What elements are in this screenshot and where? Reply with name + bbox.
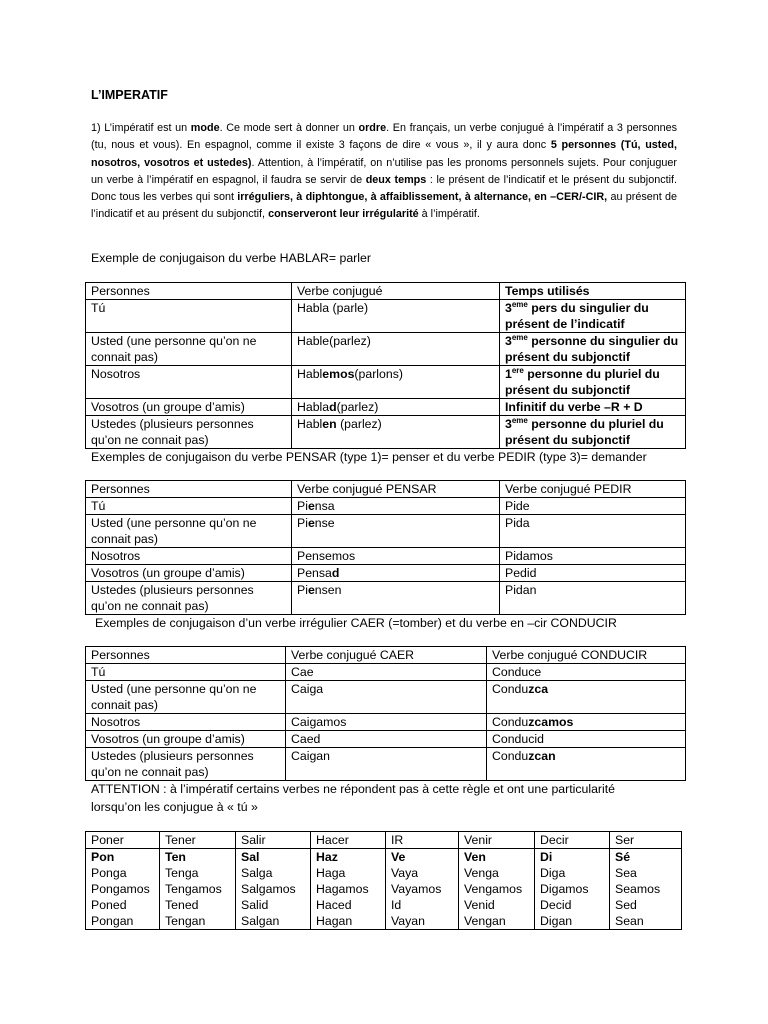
caer-cell: Caigamos: [286, 714, 487, 731]
table-header-row: [86, 647, 686, 664]
tense-cell: 1ere personne du pluriel du présent du subjonctif: [500, 366, 686, 399]
pedir-cell: Pida: [500, 515, 686, 548]
page-title: L’IMPERATIF: [91, 88, 168, 102]
table-row: [86, 748, 686, 781]
header-cell: Hacer: [311, 832, 386, 849]
header-cell: Verbe conjugué PEDIR: [500, 481, 686, 498]
person-cell: Tú: [86, 300, 292, 333]
verb-column: Ven Venga Vengamos Venid Vengan: [459, 849, 535, 930]
caer-cell: Cae: [286, 664, 487, 681]
verb-cell: Habla (parle): [292, 300, 500, 333]
verb-cell: Hable(parlez): [292, 333, 500, 366]
tense-cell: 3eme personne du singulier du présent du subjonctif: [500, 333, 686, 366]
table-row: [86, 681, 686, 714]
table-row: [86, 565, 686, 582]
table-row: [86, 582, 686, 615]
header-cell: Personnes: [86, 283, 292, 300]
header-cell: Verbe conjugué PENSAR: [292, 481, 500, 498]
table-body-row: [86, 849, 682, 930]
intro-bold: deux temps: [365, 173, 427, 186]
table-irregular-verbs: [85, 831, 682, 930]
person-cell: Ustedes (plusieurs personnes qu’on ne connait pas): [86, 416, 292, 449]
header-cell: Verbe conjugué CONDUCIR: [487, 647, 686, 664]
table-header-row: [86, 283, 686, 300]
table-row: [86, 399, 686, 416]
verb-column: Ten Tenga Tengamos Tened Tengan: [160, 849, 236, 930]
pensar-cell: Piensa: [292, 498, 500, 515]
header-cell: IR: [386, 832, 459, 849]
header-cell: Tener: [160, 832, 236, 849]
intro-text: . Attention, à l’impératif, on n’utilise pas les pronoms personnels sujets. Pour conjuguer un verbe à l’impératif en espagnol, il faudra se servir de: [91, 156, 677, 186]
conducir-cell: Conduzcan: [487, 748, 686, 781]
header-cell: Poner: [86, 832, 160, 849]
intro-bold: mode: [190, 122, 220, 134]
conducir-cell: Conduzcamos: [487, 714, 686, 731]
verb-cell: Hablad(parlez): [292, 399, 500, 416]
person-cell: Usted (une personne qu’on ne connait pas): [86, 333, 292, 366]
header-cell: Verbe conjugué CAER: [286, 647, 487, 664]
header-cell: Salir: [236, 832, 311, 849]
header-cell: Verbe conjugué: [292, 283, 500, 300]
verb-cell: Hablemos(parlons): [292, 366, 500, 399]
header-cell: Personnes: [86, 481, 292, 498]
intro-paragraph: [91, 120, 677, 224]
header-cell: Personnes: [86, 647, 286, 664]
table-row: [86, 498, 686, 515]
intro-bold: 5 personnes (Tú, usted, nosotros, vosotros et ustedes): [91, 139, 677, 169]
caption-pensar-pedir: Exemples de conjugaison du verbe PENSAR (type 1)= penser et du verbe PEDIR (type 3)= demander: [91, 450, 647, 464]
conducir-cell: Conducid: [487, 731, 686, 748]
intro-text: à l’impératif.: [418, 208, 480, 221]
header-cell: Venir: [459, 832, 535, 849]
intro-text: . En français, un verbe conjugué à l’impératif a 3 personnes (tu, nous et vous). En espagnol, comme il existe 3 façons de dire « vous », il y aura donc: [91, 122, 677, 152]
person-cell: Vosotros (un groupe d’amis): [86, 399, 292, 416]
table-caer-conducir: [85, 646, 686, 781]
pensar-cell: Piense: [292, 515, 500, 548]
conducir-cell: Conduzca: [487, 681, 686, 714]
caption-caer-conducir: Exemples de conjugaison d’un verbe irrégulier CAER (=tomber) et du verbe en –cir CONDUCIR: [95, 616, 617, 630]
conducir-cell: Conduce: [487, 664, 686, 681]
person-cell: Usted (une personne qu’on ne connait pas): [86, 681, 286, 714]
verb-column: Ve Vaya Vayamos Id Vayan: [386, 849, 459, 930]
table-pensar-pedir: [85, 480, 686, 615]
pensar-cell: Pensad: [292, 565, 500, 582]
table-row: [86, 515, 686, 548]
header-cell: Temps utilisés: [500, 283, 686, 300]
table-header-row: [86, 481, 686, 498]
table-hablar: [85, 282, 686, 449]
header-cell: Decir: [535, 832, 610, 849]
intro-text: : le présent de l’indicatif et le présent du subjonctif. Donc tous les verbes qui sont: [91, 173, 678, 204]
pedir-cell: Pide: [500, 498, 686, 515]
caption-hablar: Exemple de conjugaison du verbe HABLAR= parler: [91, 251, 371, 265]
verb-column: Pon Ponga Pongamos Poned Pongan: [86, 849, 160, 930]
table-row: [86, 366, 686, 399]
table-row: [86, 548, 686, 565]
table-header-row: [86, 832, 682, 849]
caer-cell: Caigan: [286, 748, 487, 781]
table-row: [86, 333, 686, 366]
intro-text: au présent de l’indicatif et au présent du subjonctif,: [91, 191, 678, 221]
pensar-cell: Pensemos: [292, 548, 500, 565]
person-cell: Nosotros: [86, 548, 292, 565]
tense-cell: Infinitif du verbe –R + D: [500, 399, 686, 416]
intro-text: . Ce mode sert à donner un: [219, 122, 359, 134]
person-cell: Ustedes (plusieurs personnes qu’on ne connait pas): [86, 748, 286, 781]
table-row: [86, 300, 686, 333]
pedir-cell: Pidan: [500, 582, 686, 615]
person-cell: Ustedes (plusieurs personnes qu’on ne connait pas): [86, 582, 292, 615]
verb-column: Di Diga Digamos Decid Digan: [535, 849, 610, 930]
verb-cell: Hablen (parlez): [292, 416, 500, 449]
tense-cell: 3eme pers du singulier du présent de l’indicatif: [500, 300, 686, 333]
pedir-cell: Pedid: [500, 565, 686, 582]
pensar-cell: Piensen: [292, 582, 500, 615]
person-cell: Vosotros (un groupe d’amis): [86, 731, 286, 748]
table-row: [86, 714, 686, 731]
caption-attention: ATTENTION : à l’impératif certains verbes ne répondent pas à cette règle et ont une particularité: [91, 782, 616, 796]
caer-cell: Caed: [286, 731, 487, 748]
person-cell: Nosotros: [86, 366, 292, 399]
intro-bold: conserveront leur irrégularité: [268, 208, 419, 221]
table-row: [86, 731, 686, 748]
verb-column: Sal Salga Salgamos Salid Salgan: [236, 849, 311, 930]
verb-column: Sé Sea Seamos Sed Sean: [610, 849, 682, 930]
caer-cell: Caiga: [286, 681, 487, 714]
table-row: [86, 664, 686, 681]
header-cell: Ser: [610, 832, 682, 849]
verb-column: Haz Haga Hagamos Haced Hagan: [311, 849, 386, 930]
person-cell: Nosotros: [86, 714, 286, 731]
person-cell: Tú: [86, 664, 286, 681]
intro-text: 1) L’impératif est un: [91, 122, 191, 134]
intro-bold: irréguliers, à diphtongue, à affaiblissement, à alternance, en –CER/-CIR,: [237, 191, 608, 204]
person-cell: Usted (une personne qu’on ne connait pas): [86, 515, 292, 548]
pedir-cell: Pidamos: [500, 548, 686, 565]
person-cell: Tú: [86, 498, 292, 515]
tense-cell: 3eme personne du pluriel du présent du subjonctif: [500, 416, 686, 449]
table-row: [86, 416, 686, 449]
intro-bold: ordre: [358, 122, 387, 134]
caption-attention-line2: lorsqu’on les conjugue à « tú »: [91, 800, 258, 814]
person-cell: Vosotros (un groupe d’amis): [86, 565, 292, 582]
